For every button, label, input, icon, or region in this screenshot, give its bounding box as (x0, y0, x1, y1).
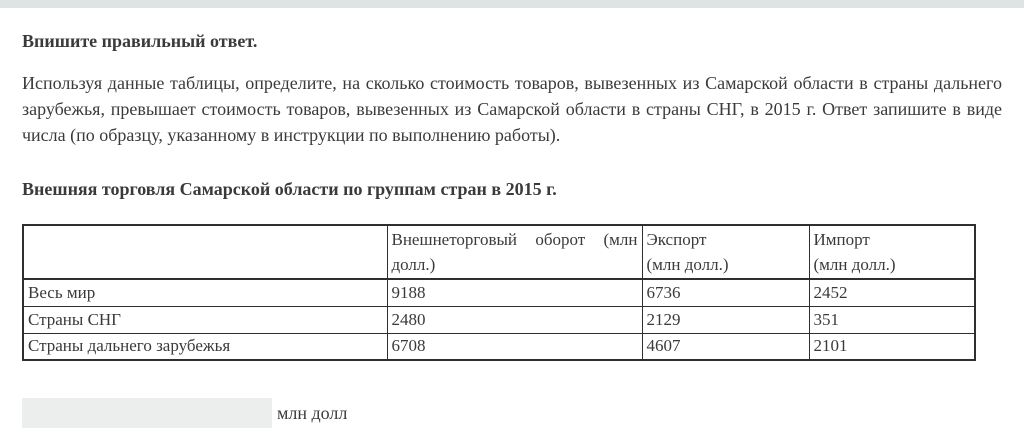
unit-label: млн долл (277, 403, 348, 423)
import-value: 351 (809, 306, 975, 333)
row-label: Страны СНГ (23, 306, 387, 333)
question-heading: Впишите правильный ответ. (22, 31, 258, 51)
question-body: Используя данные таблицы, определите, на сколько стоимость товаров, вывезенных из Самарской области в страны дальнего зарубежья, превышает стоимость товаров, вывезенных из Самарской области в страны СНГ, в 2015 г. Ответ запишите в виде числа (по образцу, указанному в инструкции по выполнению работы). (22, 73, 1002, 145)
turnover-value: 6708 (387, 333, 642, 360)
table-row (23, 306, 975, 333)
turnover-value: 9188 (387, 279, 642, 306)
export-value: 4607 (642, 333, 809, 360)
answer-input[interactable] (22, 398, 272, 428)
trade-table (22, 224, 976, 361)
table-row (23, 279, 975, 306)
turnover-value: 2480 (387, 306, 642, 333)
table-row (23, 333, 975, 360)
header-line: Внешнеторговый оборот (млн (391, 230, 638, 249)
header-line: (млн долл.) (646, 255, 729, 274)
export-value: 6736 (642, 279, 809, 306)
header-cell-turnover (387, 225, 642, 279)
header-line: долл.) (391, 255, 436, 274)
table-header-row (23, 225, 975, 279)
header-cell-export (642, 225, 809, 279)
header-line: Экспорт (646, 230, 707, 249)
header-line: Импорт (813, 230, 870, 249)
import-value: 2452 (809, 279, 975, 306)
top-bar (0, 0, 1024, 8)
header-line: (млн долл.) (813, 255, 896, 274)
table-title: Внешняя торговля Самарской области по группам стран в 2015 г. (22, 179, 557, 199)
question-page (0, 28, 1024, 428)
answer-row (22, 398, 1002, 428)
import-value: 2101 (809, 333, 975, 360)
header-cell-country-group (23, 225, 387, 279)
export-value: 2129 (642, 306, 809, 333)
row-label: Страны дальнего зарубежья (23, 333, 387, 360)
row-label: Весь мир (23, 279, 387, 306)
header-cell-import (809, 225, 975, 279)
